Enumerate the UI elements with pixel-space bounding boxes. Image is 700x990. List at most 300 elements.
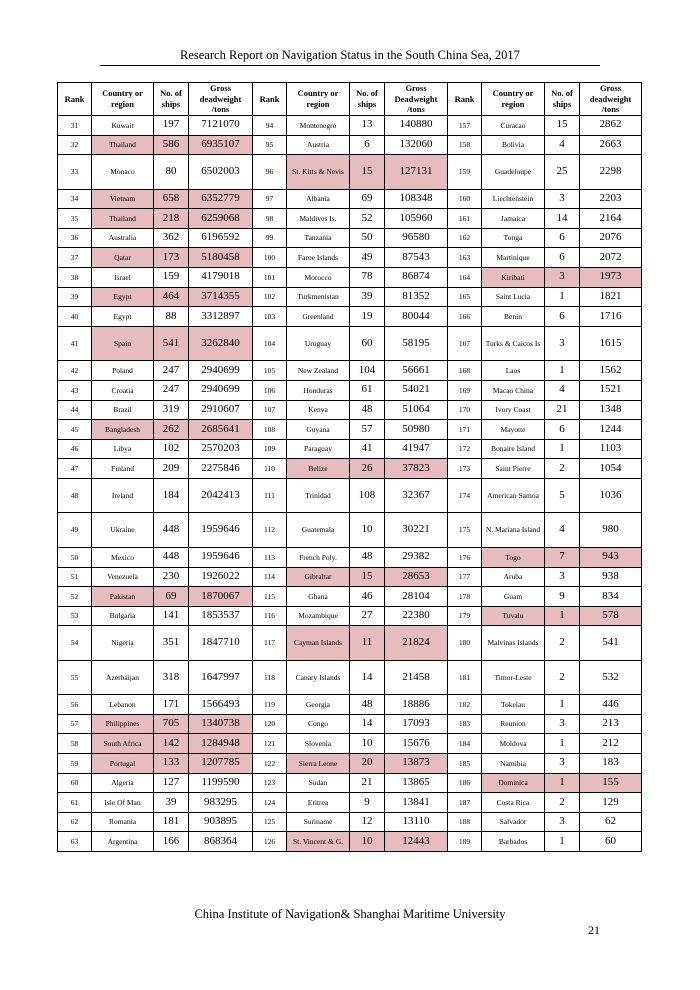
country-cell: Spain (92, 326, 154, 361)
deadweight-cell: 2940699 (189, 380, 253, 400)
rank-cell: 101 (253, 268, 287, 288)
deadweight-cell: 1847710 (189, 626, 253, 661)
country-cell: Salvador (482, 812, 545, 832)
deadweight-cell: 56661 (385, 361, 448, 381)
country-cell: Belize (287, 459, 350, 479)
column-header: Country or region (287, 83, 350, 116)
ships-cell: 102 (154, 439, 189, 459)
country-cell: Maldives Is. (287, 209, 350, 229)
rank-cell: 158 (448, 135, 482, 155)
country-cell: Moldova (482, 734, 545, 754)
deadweight-cell: 2076 (580, 228, 642, 248)
country-cell: Vietnam (92, 189, 154, 209)
ships-cell: 57 (350, 420, 385, 440)
column-header: Rank (253, 83, 287, 116)
column-header: Gross Deadweight /tons (385, 83, 448, 116)
ships-cell: 1 (545, 734, 580, 754)
country-cell: Turks & Caicos Is (482, 326, 545, 361)
rank-cell: 177 (448, 567, 482, 587)
country-cell: Tokelau (482, 695, 545, 715)
country-cell: Slovenia (287, 734, 350, 754)
country-cell: Saint Pierre (482, 459, 545, 479)
deadweight-cell: 18886 (385, 695, 448, 715)
rank-cell: 176 (448, 547, 482, 567)
deadweight-cell: 212 (580, 734, 642, 754)
country-cell: Egypt (92, 287, 154, 307)
deadweight-cell: 943 (580, 547, 642, 567)
table-row (58, 400, 642, 420)
rank-cell: 184 (448, 734, 482, 754)
column-header: Rank (58, 83, 92, 116)
table-row (58, 248, 642, 268)
rank-cell: 31 (58, 116, 92, 136)
rank-cell: 44 (58, 400, 92, 420)
country-cell: Jamaica (482, 209, 545, 229)
country-cell: Georgia (287, 695, 350, 715)
column-header: No. of ships (154, 83, 189, 116)
table-row (58, 626, 642, 661)
deadweight-cell: 2940699 (189, 361, 253, 381)
ships-cell: 104 (350, 361, 385, 381)
deadweight-cell: 96580 (385, 228, 448, 248)
ships-cell: 21 (350, 773, 385, 793)
deadweight-cell: 6352779 (189, 189, 253, 209)
deadweight-cell: 183 (580, 754, 642, 774)
table-row (58, 695, 642, 715)
ships-cell: 4 (545, 513, 580, 548)
ships-cell: 1 (545, 287, 580, 307)
ships-cell: 11 (350, 626, 385, 661)
country-cell: Tuvalu (482, 606, 545, 626)
deadweight-cell: 140880 (385, 116, 448, 136)
table-row (58, 307, 642, 327)
rank-cell: 37 (58, 248, 92, 268)
rank-cell: 173 (448, 459, 482, 479)
rank-cell: 110 (253, 459, 287, 479)
ships-cell: 197 (154, 116, 189, 136)
rank-cell: 159 (448, 155, 482, 190)
deadweight-cell: 28104 (385, 587, 448, 607)
rank-cell: 99 (253, 228, 287, 248)
deadweight-cell: 108348 (385, 189, 448, 209)
rank-cell: 108 (253, 420, 287, 440)
rank-cell: 118 (253, 660, 287, 695)
deadweight-cell: 834 (580, 587, 642, 607)
deadweight-cell: 13873 (385, 754, 448, 774)
country-cell: Bolivia (482, 135, 545, 155)
ships-cell: 1 (545, 361, 580, 381)
rank-cell: 116 (253, 606, 287, 626)
ships-cell: 48 (350, 695, 385, 715)
country-cell: Gibraltar (287, 567, 350, 587)
country-cell: Ivory Coast (482, 400, 545, 420)
header-rule (100, 65, 600, 66)
rank-cell: 119 (253, 695, 287, 715)
deadweight-cell: 2164 (580, 209, 642, 229)
column-header: Rank (448, 83, 482, 116)
ships-cell: 15 (350, 155, 385, 190)
deadweight-cell: 2570203 (189, 439, 253, 459)
rank-cell: 109 (253, 439, 287, 459)
ships-cell: 6 (545, 248, 580, 268)
rank-cell: 50 (58, 547, 92, 567)
ships-cell: 230 (154, 567, 189, 587)
deadweight-cell: 868364 (189, 832, 253, 852)
country-cell: Costa Rica (482, 793, 545, 813)
deadweight-cell: 105960 (385, 209, 448, 229)
ships-cell: 1 (545, 606, 580, 626)
deadweight-cell: 1103 (580, 439, 642, 459)
rank-cell: 98 (253, 209, 287, 229)
table-row (58, 734, 642, 754)
table-row (58, 287, 642, 307)
table-row (58, 754, 642, 774)
rank-cell: 117 (253, 626, 287, 661)
ships-cell: 2 (545, 626, 580, 661)
country-cell: Guadeloupe (482, 155, 545, 190)
rank-cell: 38 (58, 268, 92, 288)
rank-cell: 104 (253, 326, 287, 361)
country-cell: Portugal (92, 754, 154, 774)
rank-cell: 105 (253, 361, 287, 381)
ships-cell: 6 (545, 420, 580, 440)
rank-cell: 126 (253, 832, 287, 852)
deadweight-cell: 1853537 (189, 606, 253, 626)
country-cell: South Africa (92, 734, 154, 754)
table-row (58, 326, 642, 361)
table-header-row (58, 83, 642, 116)
country-cell: Morocco (287, 268, 350, 288)
rank-cell: 43 (58, 380, 92, 400)
deadweight-cell: 1926022 (189, 567, 253, 587)
country-cell: Liechtenstein (482, 189, 545, 209)
deadweight-cell: 3262840 (189, 326, 253, 361)
rank-cell: 102 (253, 287, 287, 307)
ships-cell: 1 (545, 773, 580, 793)
country-cell: Guyana (287, 420, 350, 440)
ships-cell: 88 (154, 307, 189, 327)
ships-cell: 3 (545, 326, 580, 361)
deadweight-cell: 213 (580, 714, 642, 734)
rank-cell: 175 (448, 513, 482, 548)
ships-cell: 318 (154, 660, 189, 695)
page-header: Research Report on Navigation Status in the South China Sea, 2017 (180, 48, 520, 62)
rank-cell: 107 (253, 400, 287, 420)
rank-cell: 62 (58, 812, 92, 832)
deadweight-cell: 22380 (385, 606, 448, 626)
deadweight-cell: 903895 (189, 812, 253, 832)
country-cell: Mexico (92, 547, 154, 567)
deadweight-cell: 7121070 (189, 116, 253, 136)
table-row (58, 459, 642, 479)
deadweight-cell: 3714355 (189, 287, 253, 307)
deadweight-cell: 2072 (580, 248, 642, 268)
deadweight-cell: 60 (580, 832, 642, 852)
table-row (58, 189, 642, 209)
country-cell: Honduras (287, 380, 350, 400)
rank-cell: 165 (448, 287, 482, 307)
rank-cell: 170 (448, 400, 482, 420)
rank-cell: 113 (253, 547, 287, 567)
rank-cell: 171 (448, 420, 482, 440)
rank-cell: 57 (58, 714, 92, 734)
country-cell: Togo (482, 547, 545, 567)
deadweight-cell: 29382 (385, 547, 448, 567)
country-cell: Mozambique (287, 606, 350, 626)
country-cell: N. Mariana Island (482, 513, 545, 548)
country-cell: Venezuela (92, 567, 154, 587)
ships-cell: 14 (545, 209, 580, 229)
rank-cell: 185 (448, 754, 482, 774)
rank-cell: 168 (448, 361, 482, 381)
deadweight-cell: 3312897 (189, 307, 253, 327)
rank-cell: 32 (58, 135, 92, 155)
rank-cell: 94 (253, 116, 287, 136)
ships-cell: 14 (350, 714, 385, 734)
country-cell: Montenegro (287, 116, 350, 136)
deadweight-cell: 2275846 (189, 459, 253, 479)
deadweight-cell: 28653 (385, 567, 448, 587)
country-cell: French Poly. (287, 547, 350, 567)
deadweight-cell: 1348 (580, 400, 642, 420)
table-row (58, 380, 642, 400)
rank-cell: 157 (448, 116, 482, 136)
rank-cell: 183 (448, 714, 482, 734)
ships-cell: 448 (154, 513, 189, 548)
ships-cell: 209 (154, 459, 189, 479)
table-row (58, 420, 642, 440)
rank-cell: 52 (58, 587, 92, 607)
deadweight-cell: 2910607 (189, 400, 253, 420)
ships-cell: 141 (154, 606, 189, 626)
country-cell: Ireland (92, 478, 154, 513)
country-cell: Finland (92, 459, 154, 479)
rank-cell: 36 (58, 228, 92, 248)
country-cell: Bangladesh (92, 420, 154, 440)
deadweight-cell: 21458 (385, 660, 448, 695)
deadweight-cell: 1821 (580, 287, 642, 307)
table-row (58, 209, 642, 229)
ships-cell: 6 (350, 135, 385, 155)
country-cell: Kenya (287, 400, 350, 420)
table-body (58, 116, 642, 852)
rank-cell: 124 (253, 793, 287, 813)
deadweight-cell: 1647997 (189, 660, 253, 695)
deadweight-cell: 127131 (385, 155, 448, 190)
country-cell: Nigeria (92, 626, 154, 661)
rank-cell: 187 (448, 793, 482, 813)
deadweight-cell: 6259068 (189, 209, 253, 229)
country-cell: Lebanon (92, 695, 154, 715)
ships-cell: 10 (350, 734, 385, 754)
country-cell: Greenland (287, 307, 350, 327)
ships-cell: 262 (154, 420, 189, 440)
deadweight-cell: 21824 (385, 626, 448, 661)
deadweight-cell: 132060 (385, 135, 448, 155)
table-row (58, 714, 642, 734)
deadweight-cell: 86874 (385, 268, 448, 288)
rank-cell: 48 (58, 478, 92, 513)
ships-cell: 247 (154, 380, 189, 400)
country-cell: Israel (92, 268, 154, 288)
rank-cell: 163 (448, 248, 482, 268)
country-cell: Guatemala (287, 513, 350, 548)
country-cell: Ukraine (92, 513, 154, 548)
country-cell: Kiribati (482, 268, 545, 288)
rank-cell: 95 (253, 135, 287, 155)
deadweight-cell: 2862 (580, 116, 642, 136)
country-cell: St. Kitts & Nevis (287, 155, 350, 190)
country-cell: Thailand (92, 209, 154, 229)
ships-cell: 3 (545, 714, 580, 734)
deadweight-cell: 1199590 (189, 773, 253, 793)
ships-cell: 15 (350, 567, 385, 587)
rank-cell: 167 (448, 326, 482, 361)
rank-cell: 169 (448, 380, 482, 400)
deadweight-cell: 155 (580, 773, 642, 793)
country-cell: Tanzania (287, 228, 350, 248)
country-cell: Martinique (482, 248, 545, 268)
ships-cell: 2 (545, 660, 580, 695)
ships-cell: 2 (545, 793, 580, 813)
country-cell: Bulgaria (92, 606, 154, 626)
country-cell: Poland (92, 361, 154, 381)
country-cell: Uruguay (287, 326, 350, 361)
ships-cell: 13 (350, 116, 385, 136)
ships-cell: 464 (154, 287, 189, 307)
country-cell: Mayotte (482, 420, 545, 440)
deadweight-cell: 2685641 (189, 420, 253, 440)
country-cell: Argentina (92, 832, 154, 852)
country-cell: Romania (92, 812, 154, 832)
rank-cell: 174 (448, 478, 482, 513)
ships-cell: 49 (350, 248, 385, 268)
ships-cell: 3 (545, 268, 580, 288)
country-cell: Namibia (482, 754, 545, 774)
rank-cell: 51 (58, 567, 92, 587)
table-row (58, 116, 642, 136)
ships-cell: 133 (154, 754, 189, 774)
deadweight-cell: 532 (580, 660, 642, 695)
table-row (58, 773, 642, 793)
country-cell: Sudan (287, 773, 350, 793)
ships-cell: 541 (154, 326, 189, 361)
deadweight-cell: 2203 (580, 189, 642, 209)
ships-cell: 247 (154, 361, 189, 381)
rank-cell: 112 (253, 513, 287, 548)
ships-cell: 69 (154, 587, 189, 607)
country-cell: Brazil (92, 400, 154, 420)
table-row (58, 268, 642, 288)
deadweight-cell: 1244 (580, 420, 642, 440)
country-cell: Paraguay (287, 439, 350, 459)
country-cell: Thailand (92, 135, 154, 155)
deadweight-cell: 87543 (385, 248, 448, 268)
ships-cell: 15 (545, 116, 580, 136)
rank-cell: 161 (448, 209, 482, 229)
ships-cell: 127 (154, 773, 189, 793)
country-cell: Australia (92, 228, 154, 248)
rank-cell: 111 (253, 478, 287, 513)
deadweight-cell: 13865 (385, 773, 448, 793)
deadweight-cell: 50980 (385, 420, 448, 440)
deadweight-cell: 4179018 (189, 268, 253, 288)
deadweight-cell: 1036 (580, 478, 642, 513)
deadweight-cell: 80044 (385, 307, 448, 327)
country-cell: Curacao (482, 116, 545, 136)
rank-cell: 54 (58, 626, 92, 661)
ships-cell: 7 (545, 547, 580, 567)
rank-cell: 60 (58, 773, 92, 793)
rank-cell: 34 (58, 189, 92, 209)
rank-cell: 39 (58, 287, 92, 307)
country-cell: Pakistan (92, 587, 154, 607)
table-row (58, 547, 642, 567)
country-cell: Qatar (92, 248, 154, 268)
table-row (58, 606, 642, 626)
deadweight-cell: 1284948 (189, 734, 253, 754)
deadweight-cell: 1615 (580, 326, 642, 361)
rank-cell: 123 (253, 773, 287, 793)
table-row (58, 361, 642, 381)
rank-cell: 115 (253, 587, 287, 607)
deadweight-cell: 37823 (385, 459, 448, 479)
rank-cell: 61 (58, 793, 92, 813)
deadweight-cell: 2298 (580, 155, 642, 190)
ships-cell: 69 (350, 189, 385, 209)
ships-cell: 166 (154, 832, 189, 852)
ships-cell: 9 (350, 793, 385, 813)
ships-cell: 3 (545, 189, 580, 209)
country-cell: Suriname (287, 812, 350, 832)
column-header: Gross deadweight /tons (189, 83, 253, 116)
ships-cell: 80 (154, 155, 189, 190)
rank-cell: 47 (58, 459, 92, 479)
rank-cell: 181 (448, 660, 482, 695)
ships-cell: 48 (350, 547, 385, 567)
country-cell: Isle Of Man (92, 793, 154, 813)
rank-cell: 172 (448, 439, 482, 459)
rank-cell: 97 (253, 189, 287, 209)
country-cell: Azerbaijan (92, 660, 154, 695)
deadweight-cell: 62 (580, 812, 642, 832)
ships-cell: 60 (350, 326, 385, 361)
table-row (58, 832, 642, 852)
rank-cell: 178 (448, 587, 482, 607)
ships-cell: 2 (545, 459, 580, 479)
ships-cell: 1 (545, 832, 580, 852)
rank-cell: 55 (58, 660, 92, 695)
country-cell: Albania (287, 189, 350, 209)
country-cell: Laos (482, 361, 545, 381)
table-row (58, 812, 642, 832)
deadweight-cell: 30221 (385, 513, 448, 548)
country-cell: Aruba (482, 567, 545, 587)
rank-cell: 114 (253, 567, 287, 587)
ships-cell: 6 (545, 228, 580, 248)
table-row (58, 155, 642, 190)
deadweight-cell: 81352 (385, 287, 448, 307)
deadweight-cell: 32367 (385, 478, 448, 513)
ships-cell: 3 (545, 812, 580, 832)
ships-cell: 351 (154, 626, 189, 661)
country-cell: Barbados (482, 832, 545, 852)
deadweight-cell: 446 (580, 695, 642, 715)
country-cell: Eritrea (287, 793, 350, 813)
deadweight-cell: 1521 (580, 380, 642, 400)
ships-cell: 21 (545, 400, 580, 420)
deadweight-cell: 1566493 (189, 695, 253, 715)
